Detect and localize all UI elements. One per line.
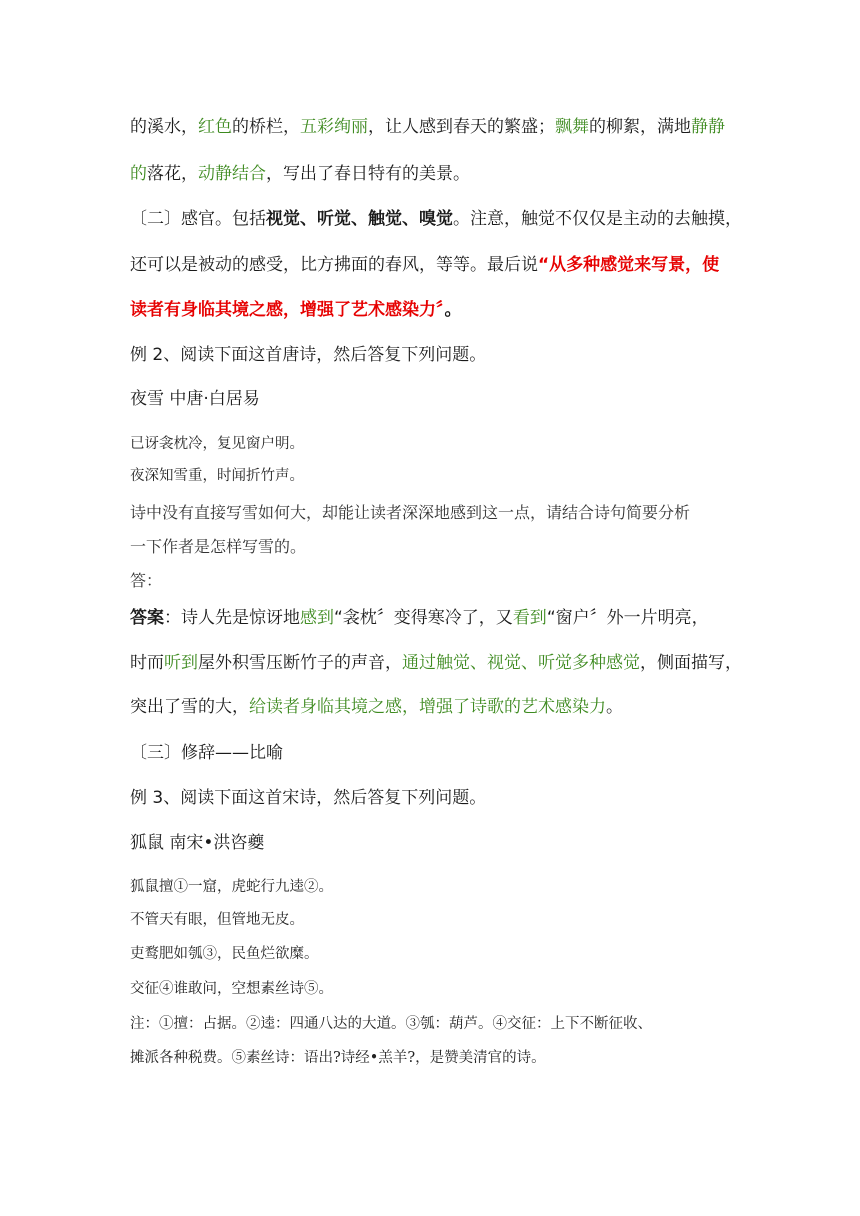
text-segment: 红色: [198, 117, 232, 137]
text-line: [130, 464, 304, 488]
text-segment: 五彩绚丽: [300, 117, 368, 137]
text-line: [130, 432, 304, 456]
text-segment: 通过触觉、视觉、听觉多种感觉: [402, 653, 640, 673]
text-segment: 给读者身临其境之感，增强了诗歌的艺术感染力: [249, 697, 606, 717]
text-line: [130, 741, 283, 765]
text-segment: 例 3、阅读下面这首宋诗，然后答复下列问题。: [130, 788, 487, 808]
text-segment: 落花，: [147, 164, 198, 184]
text-segment: 〔三〕修辞——比喻: [130, 743, 283, 763]
text-line: [130, 651, 742, 675]
text-segment: 看到: [512, 608, 547, 628]
text-line: [130, 343, 486, 367]
text-segment: 交征④谁敢问，空想素丝诗⑤。: [130, 981, 333, 997]
text-segment: 已讶衾枕冷，复见窗户明。: [130, 436, 304, 452]
text-segment: 的桥栏，: [232, 117, 300, 137]
text-segment: 的柳絮，满地: [589, 117, 691, 137]
text-segment: 的: [130, 164, 147, 184]
text-segment: 时而: [130, 653, 164, 673]
text-segment: 读者有身临其境之感，增强了艺术感染力: [130, 300, 436, 320]
text-line: [130, 1046, 546, 1070]
text-line: [130, 115, 725, 139]
text-segment: 的溪水，: [130, 117, 198, 137]
text-line: [130, 207, 742, 231]
text-segment: 突出了雪的大，: [130, 697, 249, 717]
text-segment: 狐鼠擅①一窟，虎蛇行九逵②。: [130, 879, 333, 895]
text-segment: 。: [606, 697, 623, 717]
text-segment: 静静: [691, 117, 725, 137]
text-segment: 答：: [130, 571, 163, 590]
text-segment: ：诗人先是惊讶地: [164, 608, 300, 628]
text-segment: 听到: [164, 653, 198, 673]
text-segment: ，侧面描写，: [640, 653, 742, 673]
text-line: [130, 942, 319, 966]
text-line: [130, 501, 690, 525]
text-segment: 〔二〕感官。包括: [130, 209, 266, 229]
text-segment: 夜深知雪重，时闻折竹声。: [130, 468, 304, 484]
text-line: [130, 908, 304, 932]
text-line: [130, 695, 623, 719]
text-segment: 例 2、阅读下面这首唐诗，然后答复下列问题。: [130, 345, 487, 365]
text-segment: 吏鹜肥如瓠③，民鱼烂欲糜。: [130, 946, 319, 962]
text-segment: 注：①擅：占据。②逵：四通八达的大道。③瓠：葫芦。④交征：上下不断征收、: [130, 1016, 652, 1032]
text-segment: 屋外积雪压断竹子的声音，: [198, 653, 402, 673]
text-line: [130, 535, 306, 559]
text-segment: “窗户〞外一片明亮，: [546, 608, 709, 628]
text-line: [130, 831, 264, 855]
text-segment: 不管天有眼，但管地无皮。: [130, 912, 304, 928]
text-segment: “从多种感觉来写景，使: [538, 255, 720, 275]
text-segment: 狐鼠 南宋•洪咨夔: [130, 833, 265, 853]
text-segment: 一下作者是怎样写雪的。: [130, 537, 307, 556]
text-segment: 答案: [130, 608, 164, 628]
text-segment: 。注意，触觉不仅仅是主动的去触摸，: [453, 209, 742, 229]
text-segment: 夜雪 中唐·白居易: [130, 389, 260, 409]
text-line: [130, 298, 462, 322]
text-line: [130, 977, 333, 1001]
text-line: [130, 786, 486, 810]
text-segment: “衾枕〞变得寒冷了，又: [334, 608, 513, 628]
text-segment: 摊派各种税费。⑤素丝诗：语出?诗经•羔羊?，是赞美清官的诗。: [130, 1050, 546, 1066]
text-segment: 动静结合: [198, 164, 266, 184]
text-line: [130, 253, 719, 277]
text-line: [130, 1012, 652, 1036]
text-line: [130, 875, 333, 899]
text-segment: 〞: [436, 300, 445, 320]
text-segment: 还可以是被动的感受，比方拂面的春风，等等。最后说: [130, 255, 538, 275]
text-segment: 飘舞: [555, 117, 589, 137]
text-line: [130, 387, 260, 411]
text-line: [130, 606, 709, 630]
text-segment: ，让人感到春天的繁盛；: [368, 117, 555, 137]
text-segment: 。: [444, 300, 462, 320]
text-segment: ，写出了春日特有的美景。: [266, 164, 470, 184]
text-segment: 视觉、听觉、触觉、嗅觉: [266, 209, 453, 229]
text-segment: 感到: [300, 608, 334, 628]
text-line: [130, 569, 162, 593]
text-line: [130, 162, 470, 186]
text-segment: 诗中没有直接写雪如何大，却能让读者深深地感到这一点，请结合诗句简要分析: [130, 503, 691, 522]
